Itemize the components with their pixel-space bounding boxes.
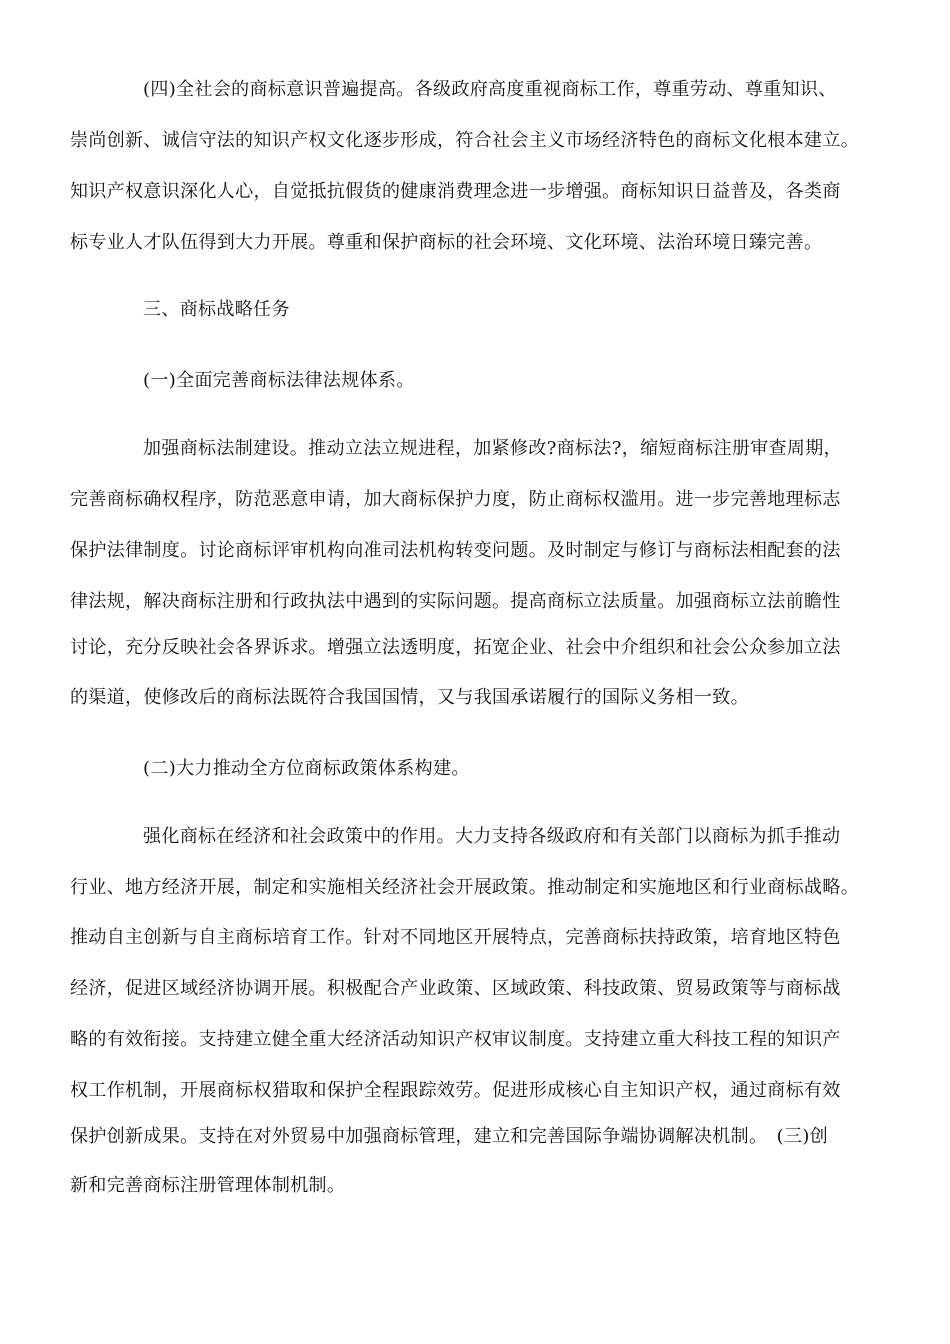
- paragraph-2-line-2: 完善商标确权程序，防范恶意申请，加大商标保护力度，防止商标权滥用。进一步完善地理标志: [70, 489, 841, 510]
- paragraph-2-line-5: 讨论，充分反映社会各界诉求。增强立法透明度，拓宽企业、社会中介组织和社会公众参加立法: [70, 637, 841, 658]
- subheading-2: (二)大力推动全方位商标政策体系构建。: [143, 758, 470, 779]
- paragraph-2-line-1: 加强商标法制建设。推动立法立规进程，加紧修改?商标法?，缩短商标注册审查周期，: [143, 438, 842, 459]
- paragraph-3-line-6: 权工作机制，开展商标权猎取和保护全程跟踪效劳。促进形成核心自主知识产权，通过商标有效: [70, 1080, 841, 1101]
- paragraph-2-line-6: 的渠道，使修改后的商标法既符合我国国情，又与我国承诺履行的国际义务相一致。: [70, 687, 749, 708]
- paragraph-3-line-1: 强化商标在经济和社会政策中的作用。大力支持各级政府和有关部门以商标为抓手推动: [143, 826, 841, 847]
- subheading-1: (一)全面完善商标法律法规体系。: [143, 370, 415, 391]
- paragraph-3-line-3: 推动自主创新与自主商标培育工作。针对不同地区开展特点，完善商标扶持政策，培育地区特色: [70, 927, 841, 948]
- paragraph-3-line-8: 新和完善商标注册管理体制机制。: [70, 1175, 346, 1196]
- paragraph-3-line-4: 经济，促进区域经济协调开展。积极配合产业政策、区域政策、科技政策、贸易政策等与商标战: [70, 978, 841, 999]
- paragraph-1-line-3: 知识产权意识深化人心，自觉抵抗假货的健康消费理念进一步增强。商标知识日益普及，各类商: [70, 181, 841, 202]
- paragraph-1-line-4: 标专业人才队伍得到大力开展。尊重和保护商标的社会环境、文化环境、法治环境日臻完善。: [70, 232, 823, 253]
- paragraph-2-line-4: 律法规，解决商标注册和行政执法中遇到的实际问题。提高商标立法质量。加强商标立法前瞻性: [70, 591, 841, 612]
- paragraph-1-line-2: 崇尚创新、诚信守法的知识产权文化逐步形成，符合社会主义市场经济特色的商标文化根本建立。: [70, 130, 860, 151]
- paragraph-1-line-1: (四)全社会的商标意识普遍提高。各级政府高度重视商标工作，尊重劳动、尊重知识、: [143, 79, 837, 100]
- paragraph-3-line-5: 略的有效衔接。支持建立健全重大经济活动知识产权审议制度。支持建立重大科技工程的知识产: [70, 1029, 841, 1050]
- section-heading: 三、商标战略任务: [143, 299, 290, 320]
- paragraph-3-line-7: 保护创新成果。支持在对外贸易中加强商标管理，建立和完善国际争端协调解决机制。 (三)创: [70, 1126, 829, 1147]
- paragraph-3-line-2: 行业、地方经济开展，制定和实施相关经济社会开展政策。推动制定和实施地区和行业商标战略。: [70, 877, 860, 898]
- paragraph-2-line-3: 保护法律制度。讨论商标评审机构向准司法机构转变问题。及时制定与修订与商标法相配套的法: [70, 540, 841, 561]
